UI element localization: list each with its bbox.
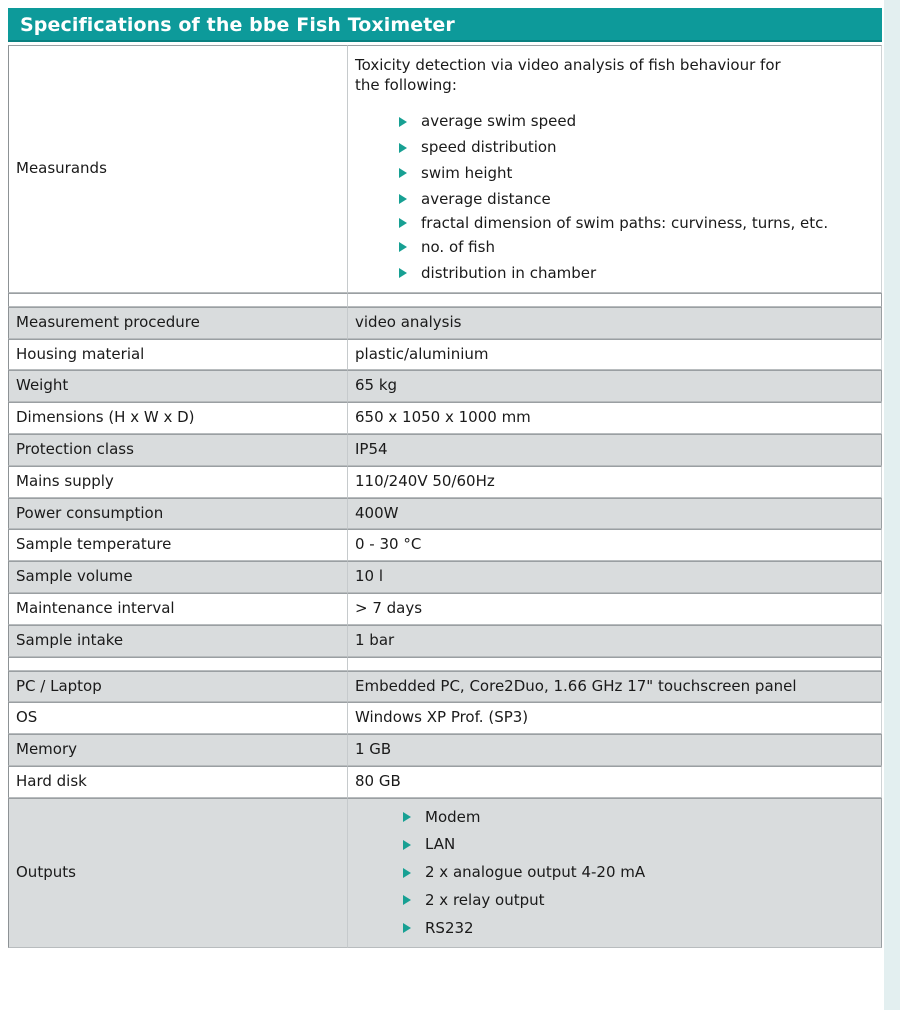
row-label: Sample volume	[16, 567, 133, 586]
list-item	[397, 915, 873, 942]
bullet-triangle-icon	[403, 812, 411, 822]
row-value-cell	[348, 402, 882, 434]
row-value: 400W	[355, 503, 399, 522]
spacer-cell	[348, 293, 882, 307]
row-value: Windows XP Prof. (SP3)	[355, 708, 529, 727]
row-label: Maintenance interval	[16, 599, 175, 617]
row-label-cell	[8, 766, 348, 798]
row-value-cell	[348, 766, 882, 798]
list-item-label: 2 x analogue output 4-20 mA	[425, 863, 646, 882]
list-item	[393, 214, 873, 232]
table-row	[8, 734, 882, 766]
row-label-cell	[8, 307, 348, 339]
table-row	[8, 671, 882, 703]
row-value-cell	[348, 561, 882, 593]
row-value-cell	[348, 466, 882, 498]
row-value-cell	[348, 593, 882, 625]
row-label: Measurands	[16, 159, 107, 178]
row-value-cell	[348, 734, 882, 766]
measurands-intro-line-2: the following:	[355, 76, 457, 95]
table-row	[8, 466, 882, 498]
list-item-label: fractal dimension of swim paths: curviness, turns, etc.	[421, 213, 829, 232]
bullet-triangle-icon	[399, 117, 407, 127]
table-spacer-row	[8, 293, 882, 307]
row-value: 80 GB	[355, 771, 401, 790]
row-value: 65 kg	[355, 376, 398, 395]
table-row	[8, 339, 882, 371]
table-row-outputs	[8, 798, 882, 948]
row-label-cell	[8, 798, 348, 948]
row-label: Outputs	[16, 863, 76, 882]
bullet-triangle-icon	[399, 218, 407, 228]
list-item	[393, 235, 873, 260]
list-item	[393, 161, 873, 186]
row-label: OS	[16, 708, 38, 727]
row-label-cell	[8, 702, 348, 734]
outputs-list	[355, 804, 873, 941]
table-row	[8, 766, 882, 798]
bullet-triangle-icon	[399, 143, 407, 153]
row-label-cell	[8, 498, 348, 530]
list-item	[393, 109, 873, 134]
row-label: Protection class	[16, 440, 134, 459]
row-label-cell	[8, 529, 348, 561]
list-item	[397, 859, 873, 886]
table-row	[8, 702, 882, 734]
row-value-cell	[348, 625, 882, 657]
row-label-cell	[8, 625, 348, 657]
row-label: Sample temperature	[16, 535, 172, 554]
bullet-triangle-icon	[403, 895, 411, 905]
row-label: PC / Laptop	[16, 676, 102, 695]
row-value: Embedded PC, Core2Duo, 1.66 GHz	[355, 676, 623, 695]
row-label-cell	[8, 402, 348, 434]
list-item-label: LAN	[425, 835, 456, 854]
row-value: 110/240V 50/60Hz	[355, 471, 495, 490]
row-label-cell	[8, 45, 348, 293]
table-row	[8, 529, 882, 561]
row-value-cell	[348, 370, 882, 402]
table-row	[8, 625, 882, 657]
table-spacer-row	[8, 657, 882, 671]
row-label-continued: procedure	[123, 312, 200, 331]
table-body	[8, 45, 882, 948]
bullet-triangle-icon	[403, 840, 411, 850]
row-label: Power consumption	[16, 503, 164, 522]
table-row	[8, 370, 882, 402]
measurands-list	[355, 109, 873, 286]
spacer-cell	[348, 657, 882, 671]
bullet-triangle-icon	[399, 194, 407, 204]
table-row	[8, 402, 882, 434]
row-value: 1 GB	[355, 740, 392, 759]
list-item-label: Modem	[425, 807, 481, 826]
list-item	[393, 135, 873, 160]
row-label-cell	[8, 593, 348, 625]
list-item-label: average distance	[421, 189, 551, 208]
table-row	[8, 307, 882, 339]
table-row-measurands	[8, 45, 882, 293]
list-item-label: 2 x relay output	[425, 890, 545, 909]
row-label: Dimensions (H x W x D)	[16, 408, 195, 427]
bullet-triangle-icon	[403, 923, 411, 933]
row-value-cell	[348, 798, 882, 948]
measurands-intro	[355, 51, 873, 95]
row-value-cell	[348, 702, 882, 734]
row-value-cell	[348, 339, 882, 371]
specifications-panel	[8, 8, 882, 948]
spacer-cell	[8, 293, 348, 307]
row-label: Sample intake	[16, 630, 124, 649]
table-row	[8, 561, 882, 593]
bullet-triangle-icon	[399, 242, 407, 252]
row-label-cell	[8, 339, 348, 371]
list-item-label: distribution in chamber	[421, 263, 597, 282]
row-value: 650 x 1050 x 1000 mm	[355, 408, 531, 427]
specifications-table	[8, 45, 882, 948]
row-label: Housing material	[16, 344, 145, 363]
spacer-cell	[8, 657, 348, 671]
list-item-label: no. of fish	[421, 238, 495, 257]
row-value: 0 - 30 °C	[355, 535, 422, 554]
row-label: Weight	[16, 376, 69, 395]
list-item	[397, 804, 873, 831]
row-value-cell	[348, 434, 882, 466]
bullet-triangle-icon	[399, 268, 407, 278]
list-item	[397, 831, 873, 858]
row-value: plastic/aluminium	[355, 344, 489, 363]
row-value-cell	[348, 498, 882, 530]
row-label-cell	[8, 734, 348, 766]
row-label: Memory	[16, 740, 78, 759]
page-title: Specifications of the bbe Fish Toximeter	[8, 8, 882, 42]
table-row	[8, 498, 882, 530]
bullet-triangle-icon	[403, 868, 411, 878]
row-label-cell	[8, 466, 348, 498]
row-label: Hard disk	[16, 771, 87, 790]
row-label: Mains supply	[16, 471, 114, 490]
measurands-intro-line-1: Toxicity detection via video analysis of fish behaviour for	[355, 56, 781, 74]
row-label-cell	[8, 434, 348, 466]
list-item	[393, 261, 873, 286]
row-value-cell	[348, 529, 882, 561]
row-label: Measurement	[16, 312, 119, 331]
row-value-cell	[348, 671, 882, 703]
bullet-triangle-icon	[399, 168, 407, 178]
row-label-cell	[8, 561, 348, 593]
list-item-label: RS232	[425, 918, 474, 937]
row-value-continued: 17" touchscreen panel	[627, 676, 797, 695]
list-item-label: average swim speed	[421, 112, 577, 131]
row-value: video analysis	[355, 312, 462, 331]
list-item	[393, 187, 873, 212]
row-value: > 7 days	[355, 599, 423, 617]
row-value-cell	[348, 307, 882, 339]
list-item	[397, 887, 873, 914]
list-item-label: speed distribution	[421, 138, 557, 157]
row-value: 10 l	[355, 567, 384, 586]
row-label-cell	[8, 671, 348, 703]
list-item-label: swim height	[421, 163, 513, 182]
row-value: IP54	[355, 440, 388, 459]
row-label-cell	[8, 370, 348, 402]
row-value-cell	[348, 45, 882, 293]
table-row	[8, 593, 882, 625]
table-row	[8, 434, 882, 466]
row-value: 1 bar	[355, 630, 395, 649]
